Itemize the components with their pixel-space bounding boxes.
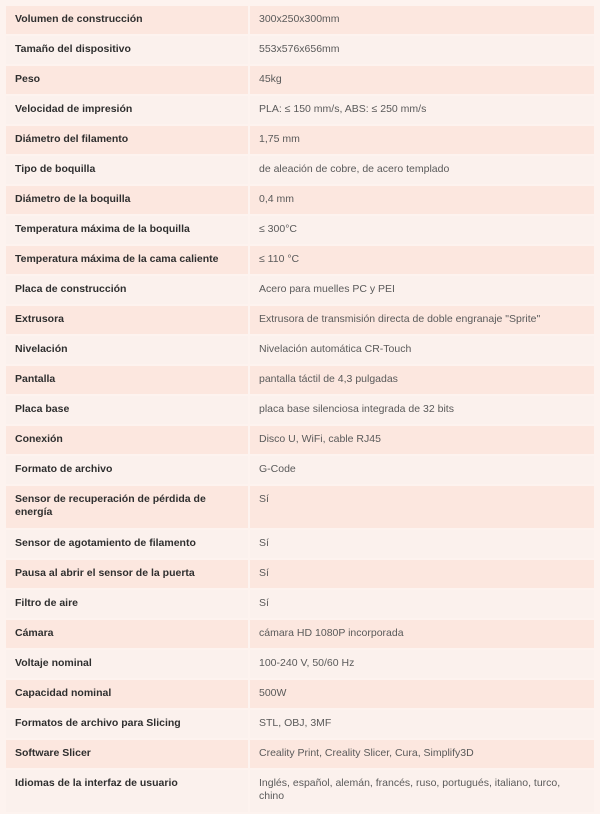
spec-label: Tamaño del dispositivo (6, 36, 248, 64)
spec-value: Sí (250, 560, 594, 588)
spec-value: STL, OBJ, 3MF (250, 710, 594, 738)
spec-label: Nivelación (6, 336, 248, 364)
table-row (6, 156, 594, 184)
spec-value: ≤ 110 °C (250, 246, 594, 274)
spec-value: Inglés, español, alemán, francés, ruso, portugués, italiano, turco, chino (250, 770, 594, 812)
spec-label: Volumen de construcción (6, 6, 248, 34)
table-row (6, 36, 594, 64)
spec-value: 1,75 mm (250, 126, 594, 154)
spec-value: 300x250x300mm (250, 6, 594, 34)
spec-label: Filtro de aire (6, 590, 248, 618)
table-row (6, 530, 594, 558)
spec-value: Acero para muelles PC y PEI (250, 276, 594, 304)
table-row (6, 66, 594, 94)
spec-value: Sí (250, 530, 594, 558)
table-row (6, 396, 594, 424)
spec-label: Pantalla (6, 366, 248, 394)
table-row (6, 216, 594, 244)
table-row (6, 486, 594, 528)
spec-value: ≤ 300°C (250, 216, 594, 244)
spec-label: Software Slicer (6, 740, 248, 768)
spec-label: Tipo de boquilla (6, 156, 248, 184)
table-row (6, 456, 594, 484)
table-row (6, 126, 594, 154)
spec-label: Placa de construcción (6, 276, 248, 304)
table-row (6, 680, 594, 708)
spec-label: Peso (6, 66, 248, 94)
spec-value: Disco U, WiFi, cable RJ45 (250, 426, 594, 454)
table-row (6, 426, 594, 454)
table-row (6, 276, 594, 304)
spec-label: Velocidad de impresión (6, 96, 248, 124)
spec-label: Formato de archivo (6, 456, 248, 484)
spec-label: Temperatura máxima de la cama caliente (6, 246, 248, 274)
spec-label: Sensor de recuperación de pérdida de energía (6, 486, 248, 528)
spec-label: Capacidad nominal (6, 680, 248, 708)
spec-label: Conexión (6, 426, 248, 454)
table-row (6, 6, 594, 34)
spec-label: Idiomas de la interfaz de usuario (6, 770, 248, 812)
table-row (6, 306, 594, 334)
table-row (6, 96, 594, 124)
table-row (6, 560, 594, 588)
table-row (6, 740, 594, 768)
spec-table-body (6, 6, 594, 812)
spec-label: Cámara (6, 620, 248, 648)
spec-label: Formatos de archivo para Slicing (6, 710, 248, 738)
spec-label: Pausa al abrir el sensor de la puerta (6, 560, 248, 588)
spec-value: pantalla táctil de 4,3 pulgadas (250, 366, 594, 394)
spec-value: G-Code (250, 456, 594, 484)
table-row (6, 710, 594, 738)
table-row (6, 336, 594, 364)
spec-value: Sí (250, 486, 594, 528)
table-row (6, 620, 594, 648)
spec-value: cámara HD 1080P incorporada (250, 620, 594, 648)
spec-label: Voltaje nominal (6, 650, 248, 678)
spec-value: Sí (250, 590, 594, 618)
spec-value: PLA: ≤ 150 mm/s, ABS: ≤ 250 mm/s (250, 96, 594, 124)
spec-value: placa base silenciosa integrada de 32 bits (250, 396, 594, 424)
spec-value: 500W (250, 680, 594, 708)
spec-value: de aleación de cobre, de acero templado (250, 156, 594, 184)
spec-label: Diámetro del filamento (6, 126, 248, 154)
spec-table (4, 4, 596, 814)
spec-value: 45kg (250, 66, 594, 94)
spec-label: Diámetro de la boquilla (6, 186, 248, 214)
table-row (6, 246, 594, 274)
spec-value: Creality Print, Creality Slicer, Cura, Simplify3D (250, 740, 594, 768)
spec-label: Sensor de agotamiento de filamento (6, 530, 248, 558)
spec-label: Placa base (6, 396, 248, 424)
spec-value: 100-240 V, 50/60 Hz (250, 650, 594, 678)
table-row (6, 186, 594, 214)
table-row (6, 770, 594, 812)
spec-label: Extrusora (6, 306, 248, 334)
spec-label: Temperatura máxima de la boquilla (6, 216, 248, 244)
table-row (6, 590, 594, 618)
spec-value: Nivelación automática CR-Touch (250, 336, 594, 364)
spec-value: 0,4 mm (250, 186, 594, 214)
table-row (6, 366, 594, 394)
spec-value: 553x576x656mm (250, 36, 594, 64)
spec-value: Extrusora de transmisión directa de doble engranaje "Sprite" (250, 306, 594, 334)
table-row (6, 650, 594, 678)
